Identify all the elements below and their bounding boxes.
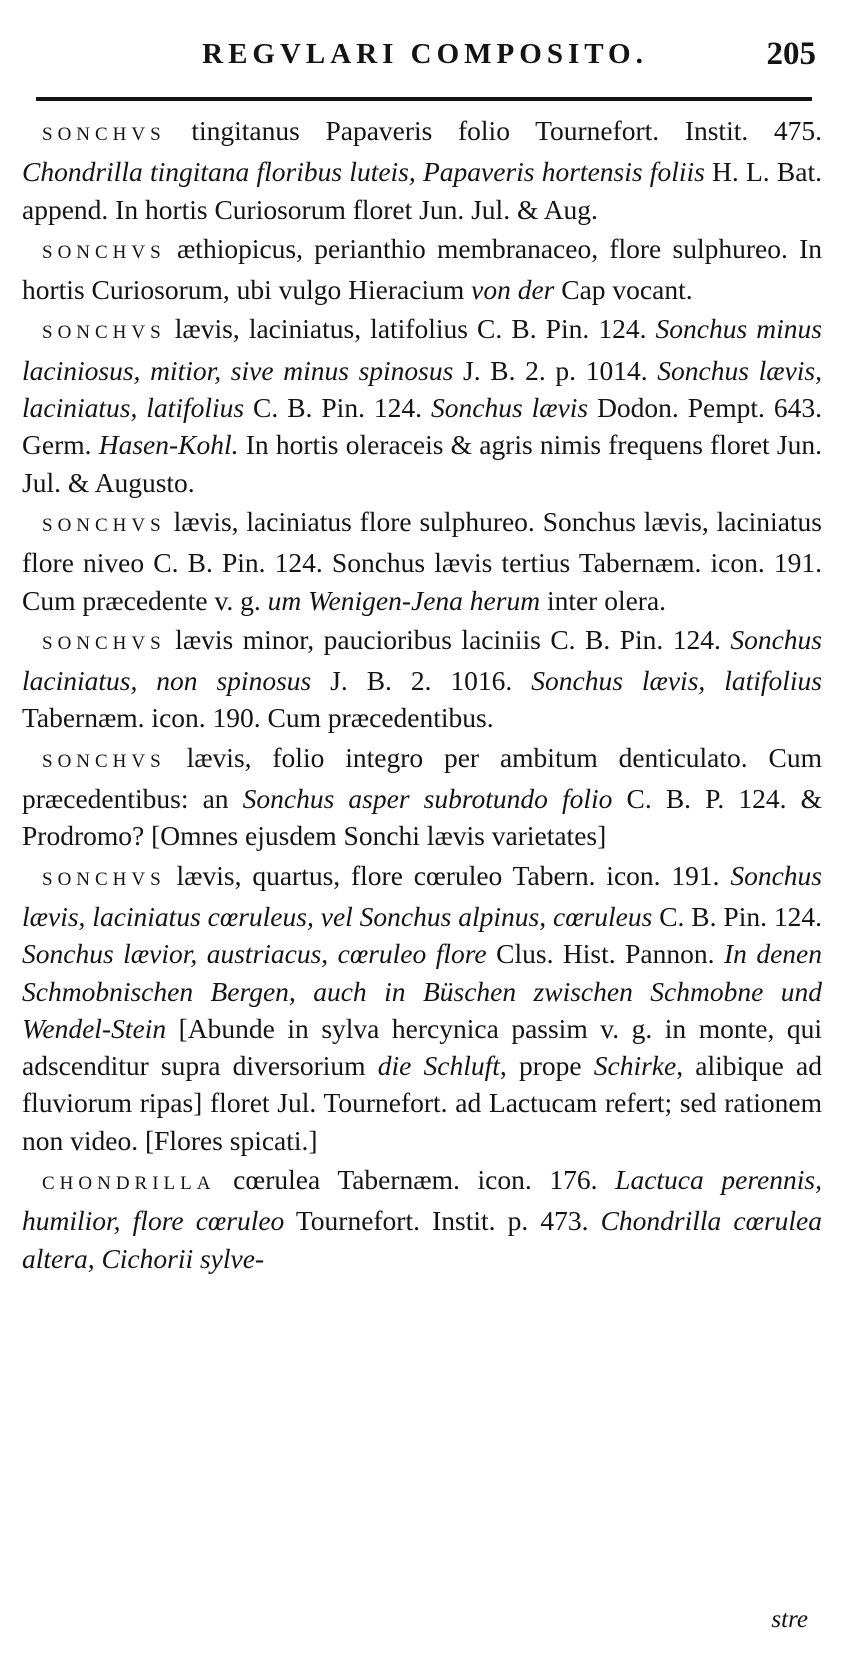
- italic-text: Sonchus asper subrotundo folio: [242, 783, 613, 815]
- body-text: lævis, laciniatus, latifolius C. B. Pin. 124.: [165, 313, 656, 345]
- italic-text: von der: [471, 274, 555, 306]
- page-number: 205: [766, 36, 816, 72]
- body-text: Dodon. Pempt. 643. Germ.: [22, 392, 822, 461]
- italic-text: Sonchus minus laciniosus, mitior, sive minus spinosus: [22, 313, 822, 386]
- body-text: J. B. 2. p. 1014.: [453, 354, 658, 386]
- entry-sonchus-aethiopicus: [22, 230, 822, 309]
- body-text: C. B. Pin. 124.: [244, 392, 431, 424]
- genus-name: SONCHVS: [42, 514, 166, 536]
- entry-sonchus-flore-sulphureo: [22, 503, 822, 619]
- italic-text: Sonchus lævis: [430, 392, 589, 424]
- italic-text: Sonchus lævis, laciniatus cœruleus, vel Sonchus alpinus, cœruleus: [22, 859, 822, 932]
- body-text: In hortis oleraceis & agris nimis frequens floret Jun. Jul. & Augusto.: [22, 429, 822, 498]
- italic-text: die Schluft: [377, 1050, 500, 1082]
- italic-text: Hasen-Kohl.: [98, 429, 239, 461]
- body-text: H. L. Bat. append. In hortis Curiosorum floret Jun. Jul. & Aug.: [22, 156, 822, 225]
- body-text: C. B. Pin. 124.: [652, 900, 822, 932]
- genus-name: SONCHVS: [42, 750, 166, 772]
- italic-text: Sonchus lævior, austriacus, cœruleo flore: [22, 938, 487, 970]
- italic-text: Sonchus lævis, latifolius: [531, 665, 823, 697]
- body-text: Tournefort. Instit. p. 473.: [284, 1205, 601, 1237]
- body-text: tingitanus Papaveris folio Tournefort. Instit. 475.: [165, 115, 822, 146]
- body-text: Clus. Hist. Pannon.: [486, 938, 724, 970]
- page-header: [30, 38, 820, 86]
- italic-text: Lactuca perennis, humilior, flore cœruleo: [22, 1164, 822, 1237]
- body-text: Tabernæm. icon. 190. Cum præcedentibus.: [22, 702, 494, 734]
- catchword: stre: [771, 1606, 808, 1633]
- running-head: REGVLARI COMPOSITO.: [202, 38, 648, 70]
- header-rule: [36, 97, 812, 101]
- italic-text: Sonchus laciniatus, non spinosus: [22, 623, 822, 697]
- body-text: , alibique ad fluviorum ripas] floret Jul. Tournefort. ad Lactucam refert; sed rationem non video. [Flores spicati.]: [22, 1050, 822, 1156]
- italic-text: In denen Schmobnischen Bergen, auch in Büschen zwischen Schmobne und Wendel-Stein: [22, 938, 823, 1044]
- body-text: cœrulea Tabernæm. icon. 176.: [215, 1164, 616, 1196]
- body-text: lævis minor, paucioribus laciniis C. B. Pin. 124.: [165, 623, 731, 655]
- italic-text: Chondrilla cœrulea altera, Cichorii sylve-: [22, 1205, 822, 1274]
- entry-chondrilla-caerulea: [22, 1161, 822, 1277]
- italic-text: Chondrilla tingitana floribus luteis, Papaveris hortensis foliis: [22, 156, 705, 188]
- italic-text: Sonchus lævis, laciniatus, latifolius: [22, 354, 822, 424]
- body-text: inter olera.: [540, 584, 667, 616]
- body-text: , prope: [499, 1050, 594, 1082]
- body-text: æthiopicus, perianthio membranaceo, flore sulphureo. In hortis Curiosorum, ubi vulgo Hieracium: [22, 232, 822, 306]
- body-text: Cap vocant.: [554, 274, 693, 306]
- genus-name: SONCHVS: [42, 241, 166, 263]
- body-text: C. B. P. 124. & Prodromo? [Omnes ejusdem Sonchi lævis varietates]: [22, 783, 822, 852]
- body-text: J. B. 2. 1016.: [311, 665, 532, 697]
- genus-name: CHONDRILLA: [42, 1173, 216, 1195]
- entry-sonchus-folio-integro: [22, 739, 822, 855]
- genus-name: SONCHVS: [42, 868, 166, 890]
- body-text: lævis, folio integro per ambitum denticulato. Cum præcedentibus: an: [22, 741, 822, 815]
- body-text: lævis, laciniatus flore sulphureo. Sonchus lævis, laciniatus flore niveo C. B. Pin. 124. Sonchus lævis tertius Tabernæm. icon. 191. Cum præcedente v. g.: [22, 505, 822, 616]
- italic-text: Schirke: [593, 1050, 677, 1082]
- genus-name: SONCHVS: [42, 632, 166, 654]
- page-body: [22, 112, 822, 1279]
- entry-sonchus-tingitanus: [22, 112, 822, 228]
- genus-name: SONCHVS: [42, 124, 166, 145]
- entry-sonchus-laevis-laciniatus: [22, 310, 822, 500]
- body-text: [Abunde in sylva hercynica passim v. g. in monte, qui adscenditur supra diversorium: [22, 1012, 822, 1082]
- body-text: lævis, quartus, flore cœruleo Tabern. icon. 191.: [165, 859, 731, 891]
- entry-sonchus-laevis-minor: [22, 621, 822, 737]
- italic-text: um Wenigen-Jena herum: [267, 584, 541, 616]
- genus-name: SONCHVS: [42, 322, 166, 344]
- entry-sonchus-quartus: [22, 857, 822, 1159]
